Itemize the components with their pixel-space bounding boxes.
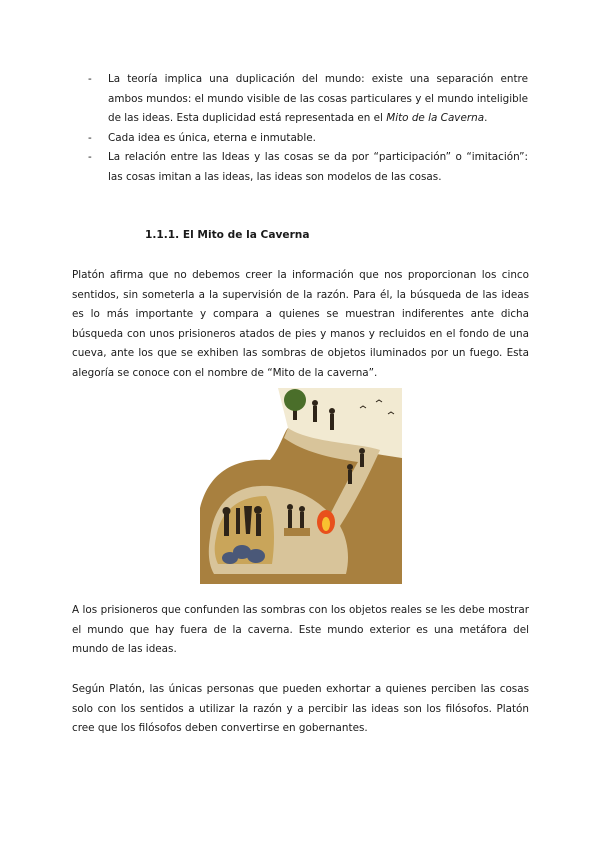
section-heading: 1.1.1. El Mito de la Caverna	[145, 229, 310, 241]
shadow-figure	[224, 514, 229, 536]
outside-figure	[329, 408, 335, 414]
shadow-figure	[256, 514, 261, 536]
prisoner-figure	[222, 552, 238, 564]
bullet-text: Cada idea es única, eterna e inmutable.	[108, 131, 316, 144]
bullet-marker: -	[88, 131, 92, 144]
bullet-item	[88, 148, 528, 187]
walker-figure	[287, 504, 293, 510]
shadow-figure	[223, 507, 231, 515]
prisoner-figure	[247, 549, 265, 563]
cave-illustration-svg	[200, 388, 402, 584]
paragraph-philosophers: Según Platón, las únicas personas que pueden exhortar a quienes perciben las cosas solo con los sentidos a utilizar la razón y a percibir las ideas son los filósofos. Platón cree que los filósofos deben convertirse en gobernantes.	[72, 683, 529, 734]
bullet-text: La teoría implica una duplicación del mundo: existe una separación entre ambos mundos: el mundo visible de las cosas particulares y el mundo inteligible de las ideas. Esta duplicidad está representada en el	[108, 73, 528, 124]
bullet-item	[88, 129, 528, 149]
bullet-item	[88, 70, 528, 129]
bullet-text: La relación entre las Ideas y las cosas se da por “participación” o “imitación”: las cosas imitan a las ideas, las ideas son modelos de las cosas.	[108, 151, 528, 183]
shadow-figure	[236, 508, 240, 534]
climber-figure	[347, 464, 353, 470]
cave-parapet	[284, 528, 310, 536]
tree-icon	[284, 389, 306, 411]
outside-figure	[330, 414, 334, 430]
flame-icon	[322, 517, 330, 531]
climber-figure	[359, 448, 365, 454]
walker-figure	[300, 512, 304, 528]
outside-figure	[312, 400, 318, 406]
paragraph-prisoners: A los prisioneros que confunden las sombras con los objetos reales se les debe mostrar el mundo que hay fuera de la caverna. Este mundo exterior es una metáfora del mundo de las ideas.	[72, 604, 529, 655]
bullet-marker: -	[88, 73, 92, 85]
cave-allegory-illustration	[200, 388, 402, 584]
shadow-figure	[254, 506, 262, 514]
bullet-text-end: .	[484, 112, 488, 124]
walker-figure	[299, 506, 305, 512]
bullet-marker: -	[88, 151, 92, 163]
bullet-list	[88, 70, 528, 187]
bullet-italic-text: Mito de la Caverna	[386, 112, 485, 124]
outside-figure	[313, 406, 317, 422]
paragraph-intro: Platón afirma que no debemos creer la información que nos proporcionan los cinco sentidos, sin someterla a la supervisión de la razón. Para él, la búsqueda de las ideas es lo más importante y compara a quienes se muestran indiferentes ante dicha búsqueda con unos prisioneros atados de pies y manos y recluidos en el fondo de una cueva, ante los que se exhiben las sombras de objetos iluminados por un fuego. Esta alegoría se conoce con el nombre de “Mito de la caverna”.	[72, 269, 529, 379]
walker-figure	[288, 510, 292, 528]
climber-figure	[360, 454, 364, 467]
climber-figure	[348, 470, 352, 484]
